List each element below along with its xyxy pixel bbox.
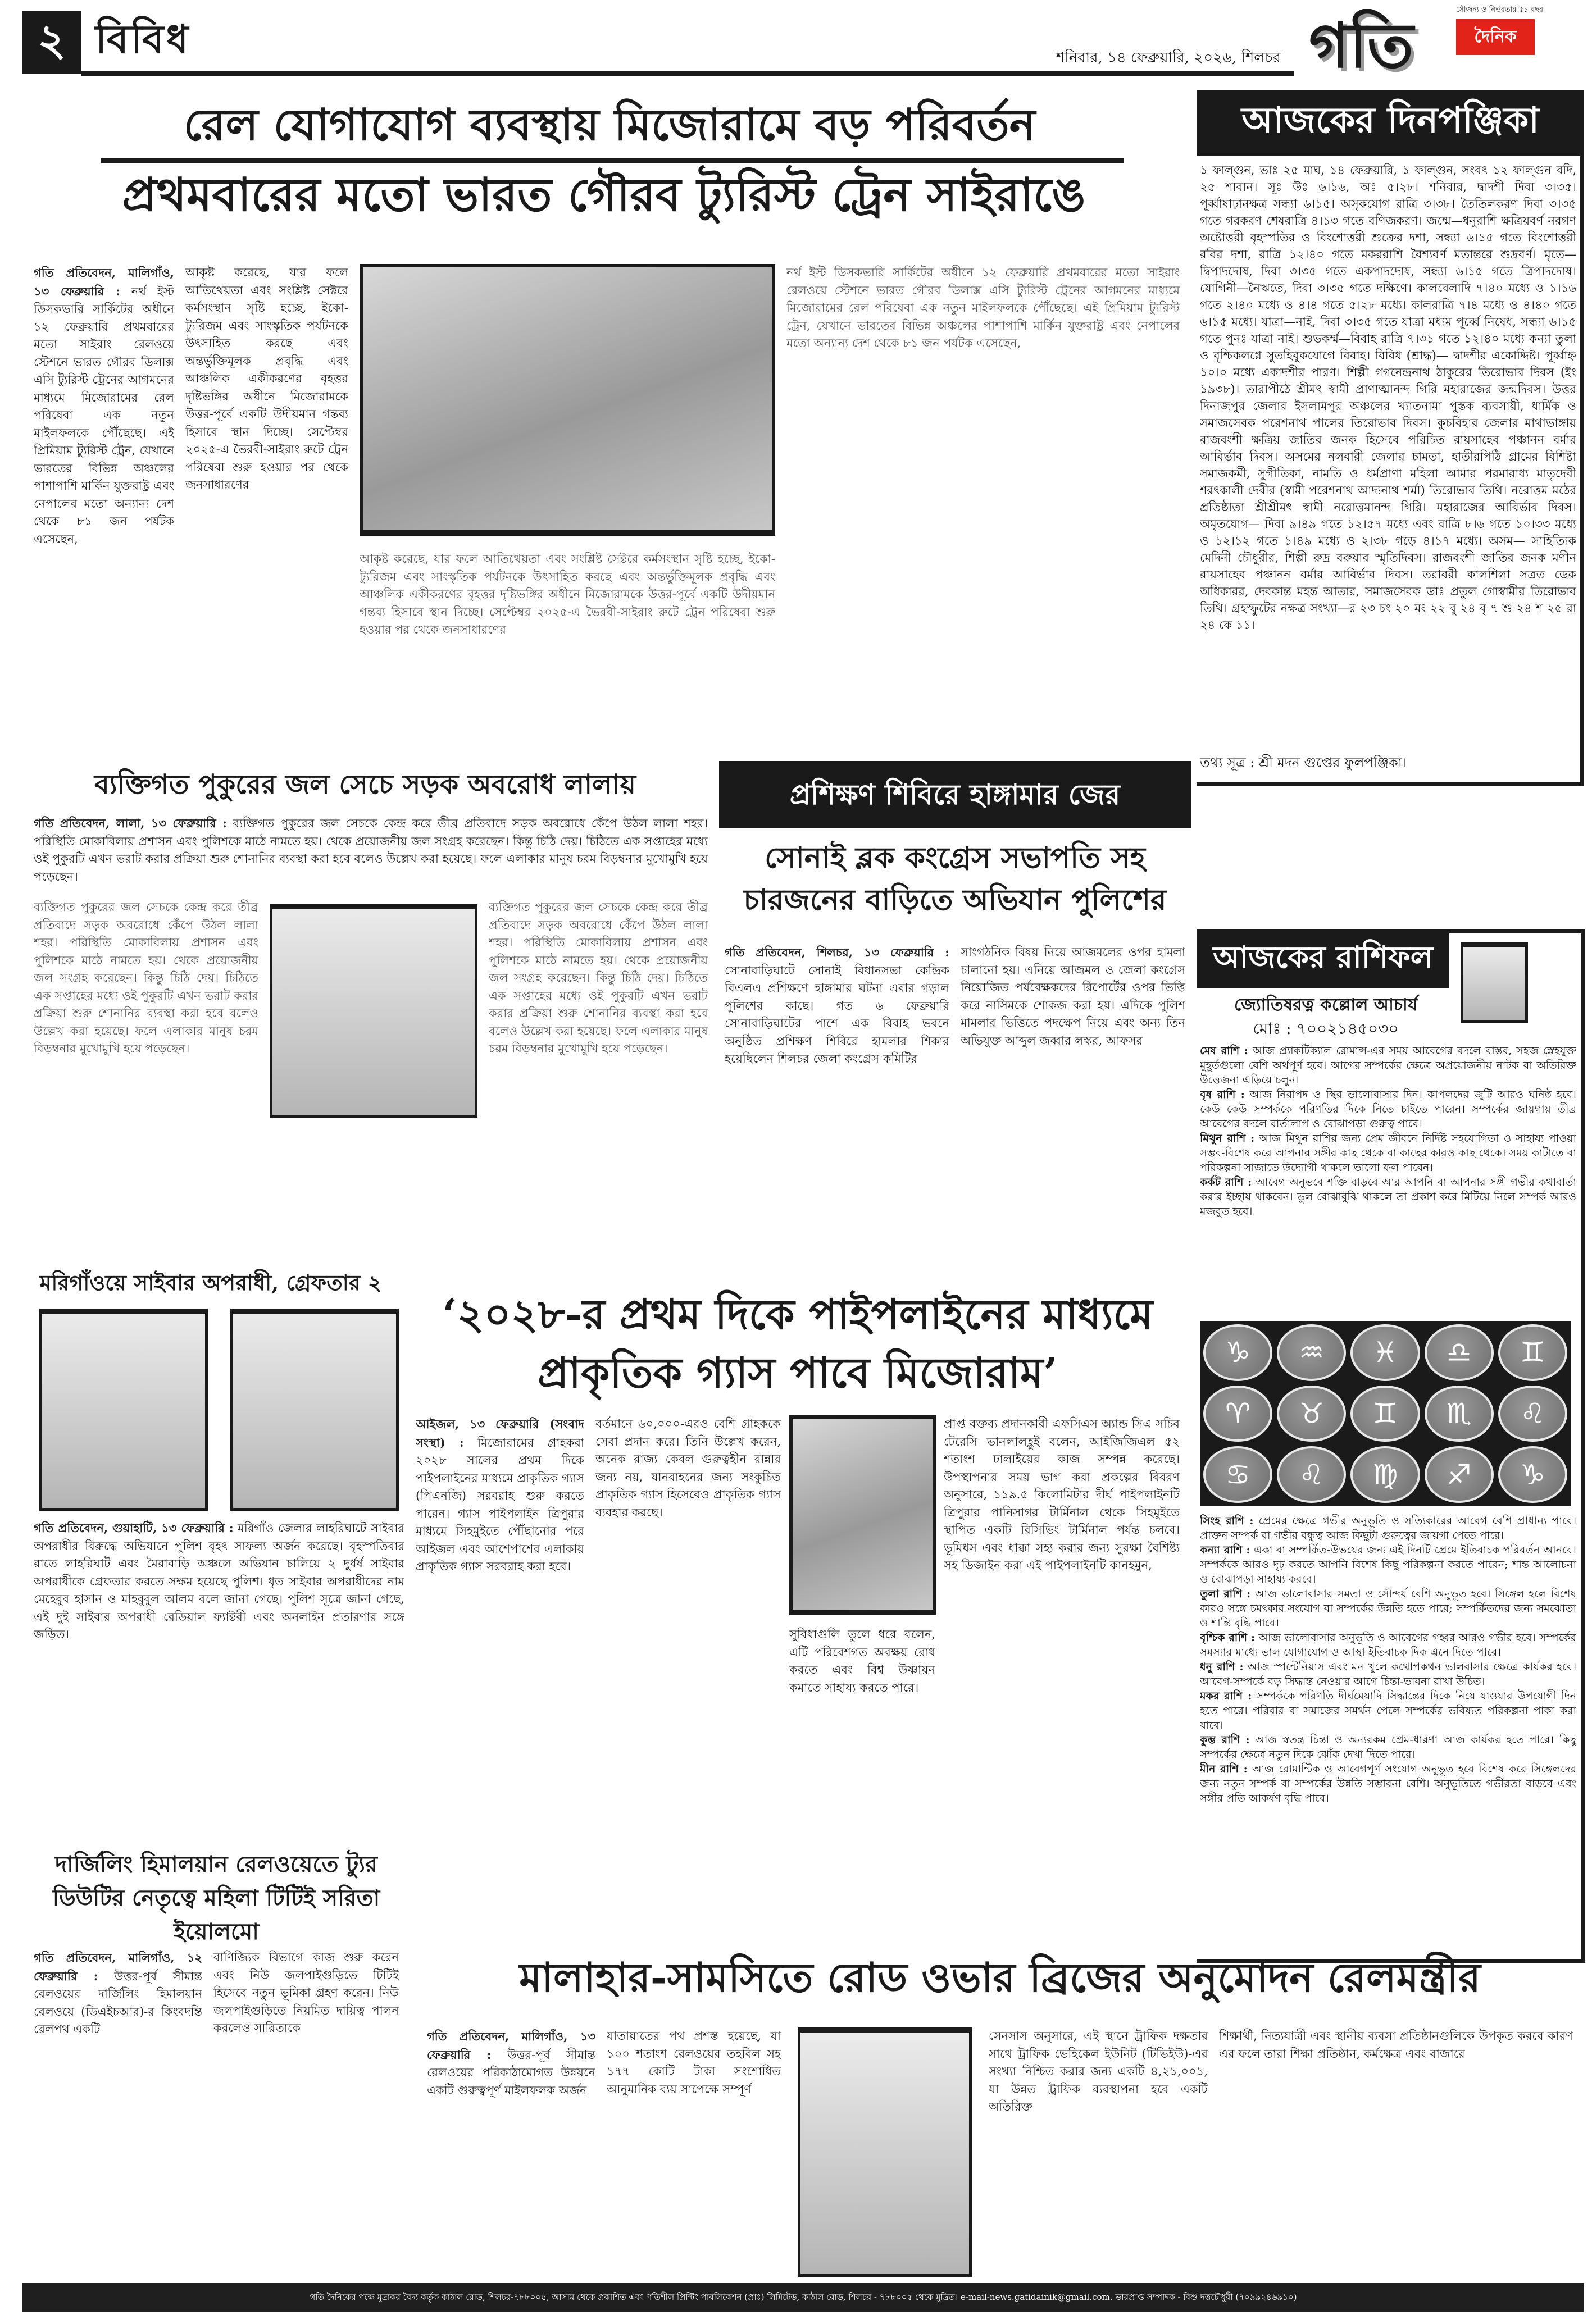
pond-photo [270, 904, 477, 1118]
sonai-headline: সোনাই ব্লক কংগ্রেস সভাপতি সহ চারজনের বাড়িতে অভিযান পুলিশের [743, 841, 1167, 918]
sonai-byline: গতি প্রতিবেদন, শিলচর, ১৩ ফেব্রুয়ারি : [725, 945, 949, 959]
rashi-pisces: মীন রাশি : আজ রোমান্টিক ও আবেগপূর্ণ সংযোগ অনুভূত হবে বিশেষ করে সিঙ্গেলদের জন্য নতুন সম্পর্ক বা সম্পর্কের উন্নতি সম্ভাবনা বেশি। অনুভূতিতে গভীরতা বাড়বে এবং সঙ্গীর প্রতি আকর্ষণ বৃদ্ধি পাবে। [1200, 1763, 1576, 1804]
lead-byline: গতি প্রতিবেদন, মালিগাঁও, ১৩ ফেব্রুয়ারি : [34, 266, 174, 298]
sagittarius-icon: ♐ [1425, 1446, 1494, 1503]
bridge-column-3: সেনসাস অনুসারে, এই স্থানে ট্রাফিক দক্ষতার সাথে ট্রাফিক ভেহিকেল ইউনিট (টিভিইউ)-এর সংখ্যা নিশ্চিত করার জন্য একটি ৪,২১,০০১, যা উন্নত ট্রাফিক ব্যবস্থাপনা হবে একটি অতিরিক্ত [989, 2029, 1208, 2113]
pond-text: ব্যক্তিগত পুকুরের জল সেচকে কেন্দ্র করে তীব্র প্রতিবাদে সড়ক অবরোধে কেঁপে উঠল লালা শহর। পরিস্থিতি মোকাবিলায় প্রশাসন এবং পুলিশকে মাঠে নামতে হয়। থেকে প্রয়োজনীয় জল সংগ্রহ করেছেন। কিন্তু চিঠি দেয়। চিঠিতে এক সপ্তাহের মধ্যে ওই পুকুরটি এখন ভরাট করার প্রক্রিয়া শুরু শোনানির ব্যবস্থা করা হবে বলেও উল্লেখ করা হয়েছে। ফলে এলাকার মানুষ চরম বিড়ম্বনার মুখোমুখি হয়ে পড়েছেন। [34, 817, 708, 883]
aquarius-icon: ♒ [1277, 1324, 1346, 1381]
astrologer-photo [1461, 942, 1528, 1023]
rashi-capricorn: মকর রাশি : সম্পর্ককে পরিণতি দীর্ঘমেয়াদি সিদ্ধান্তের দিকে নিয়ে যাওয়ার উপযোগী দিন হতে পারে। পরিবার বা সমাজের সমর্থন পেলে সম্পর্কের ভবিষ্যত পরিকল্পনা পাকা করা যাবে। [1200, 1690, 1576, 1731]
logo-wordmark: গতি [1309, 9, 1414, 81]
gemini-icon: ♊ [1498, 1324, 1567, 1381]
bridge-text-1: উত্তর-পূর্ব সীমান্ত রেলওয়ের পরিকাঠামোগত উন্নয়নে একটি গুরুত্বপূর্ণ মাইলফলক অর্জন [427, 2048, 595, 2097]
lead-column-4: নর্থ ইস্ট ডিসকভারি সার্কিটের অধীনে ১২ ফেব্রুয়ারি প্রথমবারের মতো সাইরাং রেলওয়ে স্টেশনে ভারত গৌরব ডিলাক্স এসি ট্যুরিস্ট ট্রেনের আগমনের মাধ্যমে মিজোরামের রেল পরিষেবা এক নতুন মাইলফলকে পৌঁছেছে। এই প্রিমিয়াম ট্যুরিস্ট ট্রেন, যেখানে ভারতের বিভিন্ন অঞ্চলের পাশাপাশি মার্কিন যুক্তরাষ্ট্র এবং নেপালের মতো অন্যান্য দেশ থেকে ৮১ জন পর্যটক এসেছেন, [786, 266, 1180, 350]
bridge-column-4: শিক্ষার্থী, নিত্যযাত্রী এবং স্থানীয় ব্যবসা প্রতিষ্ঠানগুলিকে উপকৃত করবে কারণ এর ফলে তারা শিক্ষা প্রতিষ্ঠান, কর্মক্ষেত্র এবং বাজারে [1219, 2029, 1573, 2061]
virgo-icon: ♍ [1350, 1446, 1420, 1503]
newspaper-logo[interactable] [1309, 6, 1584, 84]
capricorn-icon: ♑ [1498, 1446, 1567, 1503]
pipeline-column-1 [416, 1415, 584, 1946]
logo-tagline: সৌজন্য ও নির্ভরতার ৫১ বছর [1456, 6, 1543, 14]
capricorn-icon: ♑ [1203, 1324, 1272, 1381]
leo-icon: ♌ [1498, 1386, 1567, 1442]
darjeeling-column-1 [34, 1949, 202, 2267]
pond-lead [34, 814, 708, 885]
leo-icon: ♌ [1277, 1446, 1346, 1503]
pipeline-column-2: বর্তমানে ৬০,০০০-এরও বেশি গ্রাহককে সেবা প্রদান করে। তিনি উল্লেখ করেন, অনেক রাজ্য কেবল গুরুত্বহীন রান্নার জন্য নয়, যানবাহনের জন্য সংকুচিত প্রাকৃতিক গ্যাস হিসেবেও প্রাকৃতিক গ্যাস ব্যবহার করছে। [595, 1417, 781, 1519]
cyber-headline: মরিগাঁওয়ে সাইবার অপরাধী, গ্রেফতার ২ [17, 1270, 404, 1295]
pipeline-column-3: সুবিধাগুলি তুলে ধরে বলেন, এটি পরিবেশগত অবক্ষয় রোধ করতে এবং বিশ্ব উষ্ণায়ন কমাতে সাহায্য করতে পারে। [789, 1628, 935, 1694]
lead-headline: প্রথমবারের মতো ভারত গৌরব ট্যুরিস্ট ট্রেন সাইরাঙে [22, 168, 1185, 221]
cyber-text [34, 1519, 404, 1838]
rashi-cancer: কর্কট রাশি : আবেগ অনুভবে শক্তি বাড়বে আর আপনি বা আপনার সঙ্গী গভীর কথাবার্তা করার ইচ্ছায় থাকবেন। ভুল বোঝাবুঝি থাকলে তা প্রকাশ করে মিটিয়ে নিলে সম্পর্ক আরও মজবুত হবে। [1200, 1176, 1576, 1218]
section-title: বিবিধ [95, 16, 191, 62]
libra-icon: ♎ [1425, 1324, 1494, 1381]
rashifal-list-bottom [1200, 1514, 1576, 1952]
bridge-column-2: যাতায়াতের পথ প্রশস্ত হয়েছে, যা ১০০ শতাংশ রেলওয়ের তহবিল সহ ১৭৭ কোটি টাকা সংশোধিত আনুমানিক ব্যয় সাপেক্ষে সম্পূর্ণ [607, 2029, 781, 2096]
rashi-leo: সিংহ রাশি : প্রেমের ক্ষেত্রে গভীর অনুভূতি ও সত্যিকারের আবেগ বেশি প্রাধান্য পাবে। প্রাক্তন সম্পর্ক বা গভীর বন্ধুত্ব আজ কিছুটা গুরুত্বের জায়গা পেতে পারে। [1200, 1515, 1576, 1542]
darjeeling-text-1: উত্তর-পূর্ব সীমান্ত রেলওয়ের দার্জিলিং হিমালয়ান রেলওয়ে (ডিএইচআর)-র কিংবদন্তি রেলপথ একটি [34, 1969, 202, 2036]
imprint-footer: গতি দৈনিকের পক্ষে মুদ্রাকর বৈদ্য কর্তৃক কাঠাল রোড, শিলচর-৭৮৮০০৫, আসাম থেকে প্রকাশিত এবং গতিশীল প্রিন্টিং পাবলিকেশন (প্রাঃ) লিমিটেড, কাঠাল রোড, শিলচর - ৭৮৮০০৫ থেকে মুদ্রিত। e-mail-news.gatidainik@gmail.com. ভারপ্রাপ্ত সম্পাদক - বিশু দত্তচৌধুরী (৭০৯৯২৪৬৯১০) [22, 2283, 1584, 2312]
lead-column-3: আকৃষ্ট করেছে, যার ফলে আতিথেয়তা এবং সংশ্লিষ্ট সেক্টরে কর্মসংস্থান সৃষ্টি হচ্ছে, ইকো-ট্যুরিজম এবং সাংস্কৃতিক পর্যটনকে উৎসাহিত করছে এবং অন্তর্ভুক্তিমূলক প্রবৃদ্ধি এবং আঞ্চলিক একীকরণের বৃহত্তর দৃষ্টিভঙ্গির অধীনে মিজোরামকে উত্তর-পূর্বে একটি উদীয়মান গন্তব্য হিসাবে স্থান দিচ্ছে। সেপ্টেম্বর ২০২৫-এ ভৈরবী-সাইরাং রুটে ট্রেন পরিষেবা শুরু হওয়ার পর থেকে জনসাধারণের [360, 552, 775, 636]
sonai-column-2: সাংগঠনিক বিষয় নিয়ে আজমলের ওপর হামলা চালানো হয়। এনিয়ে আজমল ও জেলা কংগ্রেস নিয়োজিত পর্যবেক্ষকদের রিপোর্টের ওপর ভিত্তি করে নাসিমকে শোকজ করা হয়। এদিকে পুলিশ মামলার ভিত্তিতে পদক্ষেপ নিয়ে এবং অন্য তিন অভিযুক্ত আব্দুল জব্বার লস্কর, আফসর [961, 945, 1185, 1047]
masthead-rule [81, 71, 1294, 76]
camp-banner: প্রশিক্ষণ শিবিরে হাঙ্গামার জের [719, 761, 1191, 828]
rashi-taurus: বৃষ রাশি : আজ নিরাপদ ও স্থির ভালোবাসার দিন। কাপলদের জুটি আরও ঘনিষ্ঠ হবে। কেউ কেউ সম্পর্ককে পরিণতির দিকে নিতে চাইতে পারেন। সম্পর্কের জায়গায় তীব্র আবেগের বদলে বার্তালাপ ও বোঝাপড়া গুরুত্ব পাবে। [1200, 1088, 1576, 1130]
logo-badge: দৈনিক [1456, 19, 1535, 55]
pipeline-column-4: প্রাপ্ত বক্তব্য প্রদানকারী এফসিএস অ্যান্ড সিএ সচিব টেরেসি ভানলালহ্লুই বলেন, আইজিজিএল ৫২ শতাংশ ঢালাইয়ের কাজ সম্পন্ন করেছে। উপস্থাপনার সময় ভাগ করা প্রকল্পের বিবরণ অনুসারে, ১১৯.৫ কিলোমিটার দীর্ঘ পাইপলাইনটি ত্রিপুরার পানিসাগর টার্মিনাল থেকে সিহমুইতে স্থাপিত একটি রিসিভিং টার্মিনাল পর্যন্ত চলবে। ভূমিধস এবং ধাক্কা সহ্য করার জন্য সুরক্ষা বৈশিষ্ট্য সহ ডিজাইন করা এই পাইপলাইনটি কানহমুন, [944, 1417, 1180, 1572]
secretary-photo [789, 1415, 936, 1615]
panjika-title: আজকের দিনপঞ্জিকা [1197, 90, 1584, 156]
astrologer-phone: মোঃ : ৭০০২১৪৫০৩০ [1253, 1019, 1399, 1038]
rashifal-list-top [1200, 1043, 1576, 1316]
rashifal-title: আজকের রাশিফল [1197, 929, 1449, 988]
cancer-icon: ♋ [1203, 1446, 1272, 1503]
lead-column-2: আকৃষ্ট করেছে, যার ফলে আতিথেয়তা এবং সংশ্লিষ্ট সেক্টরে কর্মসংস্থান সৃষ্টি হচ্ছে, ইকো-ট্যুরিজম এবং সাংস্কৃতিক পর্যটনকে উৎসাহিত করছে এবং অন্তর্ভুক্তিমূলক প্রবৃদ্ধি এবং আঞ্চলিক একীকরণের বৃহত্তর দৃষ্টিভঙ্গির অধীনে মিজোরামকে উত্তর-পূর্বে একটি উদীয়মান গন্তব্য হিসাবে স্থান দিচ্ছে। সেপ্টেম্বর ২০২৫-এ ভৈরবী-সাইরাং রুটে ট্রেন পরিষেবা শুরু হওয়ার পর থেকে জনসাধারণের [185, 266, 348, 491]
tourist-train-photo [360, 264, 775, 536]
rashi-scorpio: বৃশ্চিক রাশি : আজ ভালোবাসার অনুভূতি ও আবেগের গহ্বর আরও গভীর হবে। সম্পর্কের সমস্যার মাধ্যে ভাল যোগাযোগ ও আস্থা ইতিবাচক দিক এনে দিতে পারে। [1200, 1632, 1576, 1658]
cyber-byline: গতি প্রতিবেদন, গুয়াহাটি, ১৩ ফেব্রুয়ারি : [34, 1521, 234, 1535]
darjeeling-column-2: বাণিজ্যিক বিভাগে কাজ শুরু করেন এবং নিউ জলপাইগুড়িতে টিটিই হিসেবে নতুন ভূমিকা গ্রহণ করেন। নিউ জলপাইগুড়িতে নিয়মিত দায়িত্ব পালন করলেও সারিতাকে [213, 1951, 399, 2035]
zodiac-grid [1200, 1321, 1571, 1506]
bridge-headline: মালাহার-সামসিতে রোড ওভার ব্রিজের অনুমোদন রেলমন্ত্রীর [416, 1954, 1584, 2001]
panjika-text: ১ ফাল্গুন, ভাঃ ২৫ মাঘ, ১৪ ফেব্রুয়ারি, ১ ফাল্গুন, সংবৎ ১২ ফাল্গুন বদি, ২৫ শাবান। সূঃ উঃ ৬।১৬, অঃ ৫।২৮। শনিবার, দ্বাদশী দিবা ৩।৩৫। পূর্ব্বাষাঢ়ানক্ষত্র সন্ধ্যা ৬।১৫। অসৃকযোগ রাত্রি ৩।৩৮। তৈতিলকরণ দিবা ৩।৩৫ গতে গরকরণ শেষরাত্রি ৪।১৩ গতে বণিজকরণ। জন্মে—ধনুরাশি ক্ষত্রিয়বর্ণ নরগণ অষ্টোত্তরী বৃহস্পতির ও বিংশোত্তরী শুক্রের দশা, সন্ধ্যা ৬।১৫ গতে বিংশোত্তরী রবির দশা, রাত্রি ১২।৪০ গতে মকররাশি বৈশ্যবর্ণ মতান্তরে শুদ্রবর্ণ। মৃতে—দ্বিপাদদোষ, দিবা ৩।৩৫ গতে একপাদদোষ, সন্ধ্যা ৬।১৫ গতে ত্রিপাদদোষ। যোগিনী—নৈঋতে, দিবা ৩।৩৫ গতে দক্ষিণে। কালবেলাদি ৭।৪০ মধ্যে ও ১।১৬ গতে ২।৪০ মধ্যে ও ৪।৪ গতে ৫।২৮ মধ্যে। কালরাত্রি ৭।৪ মধ্যে ও ৪।৪০ গতে ৬।১৫ মধ্যে। যাত্রা—নাই, দিবা ৩।৩৫ গতে যাত্রা মধ্যম পূর্ব্বে নিষেধ, সন্ধ্যা ৬।১৫ গতে পুনঃ যাত্রা নাই। শুভকর্ম্ম—বিবাহ রাত্রি ৭।৩১ গতে ১২।৪০ মধ্যে কন্যা তুলা ও বৃশ্চিকলগ্নে সুতহিবুকযোগে বিবাহ। বিবিধ (শ্রাদ্ধ)— দ্বাদশীর একোদ্দিষ্ট। পূর্ব্বাহ্ন ১০।০ মধ্যে একাদশীর পারণ। শিল্পী গগনেন্দ্রনাথ ঠাকুরের তিরোভাব দিবস (ইং ১৯৩৮)। তারাপীঠে শ্রীমৎ স্বামী প্রাণাত্মানন্দ গিরি মহারাজের জন্মদিবস। উত্তর দিনাজপুর জেলার ইসলামপুর অঞ্চলের খ্যাতনামা পুস্তক ব্যবসায়ী, ধার্মিক ও সমাজসেবক পরেশনাথ পালের তিরোভাব দিবস। কুচবিহার জেলার মাথাভাঙ্গায় রাজবংশী ক্ষত্রিয় জাতির জনক হিসেবে পরিচিত রায়সাহেব পঞ্চানন বর্মার আবির্ভাব দিবস। অসমের নলবারী জেলার চামতা, হাতীরপিঠি গ্রামের বিশিষ্টা সমাজকর্মী, সুগীতিকা, নামতি ও ধর্মপ্রাণা মহিলা আমার পরমারাধ্য মাতৃদেবী শরৎকালী দেবীর (স্বামী পরেশনাথ আদ্যনাথ শর্মা) তিরোভাব তিথি। নরোত্তম মঠের প্রতিষ্ঠাতা শ্রীশ্রীমৎ স্বামী নরোত্তমানন্দ গিরি। মহারাজের আবির্ভাব দিবস। অমৃতযোগ— দিবা ৯।৪৯ গতে ১২।৫৭ মধ্যে এবং রাত্রি ৮।৬ গতে ১০।৩৩ মধ্যে ও ১২।১২ গতে ১।৪৯ মধ্যে ও ২।৩৮ গড়ে ৪।১৭ মধ্যে। অসম— সাহিত্যিক মেদিনী চৌধুরীর, শিল্পী রুদ্র বরুয়ার স্মৃতিদিবস। রাজবংশী জাতির জনক মণীন রায়সাহেব পঞ্চানন বর্মার আবির্ভাব দিবস। তরাবরী কালশিলা সত্রত ডেক অধিকারর, দেবকান্ত মহন্ত আতার, সমাজসেবক ডাঃ প্রতুল গোস্বামীর তিরোভাব তিথি। গ্রহস্ফুটের নক্ষত্র সংখ্যা—র ২৩ চং ২০ মং ২২ বু ২৪ বৃ ৭ শু ২৪ শ ২৫ রা ২৪ কে ১১। [1200, 163, 1576, 632]
rashi-aquarius: কুম্ভ রাশি : আজ স্বতন্ত্র চিন্তা ও অন্যরকম প্রেম-ধারণা আজ কার্যকর হতে পারে। কিছু সম্পর্কের ক্ষেত্রে নতুন দিকে ঝোঁক দেখা দিতে পারে। [1200, 1734, 1576, 1761]
pond-column-1: ব্যক্তিগত পুকুরের জল সেচকে কেন্দ্র করে তীব্র প্রতিবাদে সড়ক অবরোধে কেঁপে উঠল লালা শহর। পরিস্থিতি মোকাবিলায় প্রশাসন এবং পুলিশকে মাঠে নামতে হয়। থেকে প্রয়োজনীয় জল সংগ্রহ করেছেন। কিন্তু চিঠি দেয়। চিঠিতে এক সপ্তাহের মধ্যে ওই পুকুরটি এখন ভরাট করার প্রক্রিয়া শুরু শোনানির ব্যবস্থা করা হবে বলেও উল্লেখ করা হয়েছে। ফলে এলাকার মানুষ চরম বিড়ম্বনার মুখোমুখি হয়ে পড়েছেন। [34, 900, 258, 1055]
rashi-libra: তুলা রাশি : আজ ভালোবাসার সমতা ও সৌন্দর্য বেশি অনুভূত হবে। সিঙ্গেল হলে বিশেষ কারও সঙ্গে চমৎকার সংযোগ বা সম্পর্কের উন্নতি হতে পারে; সম্পর্কিতদের জন্য সমঝোতা ও শান্তি বৃদ্ধি পাবে। [1200, 1588, 1576, 1629]
astrologer-name: জ্যোতিষরত্ন কল্লোল আচার্য [1234, 995, 1418, 1015]
lead-column-1 [34, 264, 174, 758]
darjeeling-byline: গতি প্রতিবেদন, মালিগাঁও, ১২ ফেব্রুয়ারি : [34, 1951, 202, 1983]
scorpio-icon: ♏ [1425, 1386, 1494, 1442]
lead-kicker: রেল যোগাযোগ ব্যবস্থায় মিজোরামে বড় পরিবর্তন [183, 99, 1036, 151]
darjeeling-headline: দার্জিলিং হিমালয়ান রেলওয়েতে ট্যুর ডিউটির নেতৃত্বে মহিলা টিটিই সরিতা ইয়োলমো [52, 1851, 380, 1945]
pond-byline: গতি প্রতিবেদন, লালা, ১৩ ফেব্রুয়ারি : [34, 816, 227, 830]
page-number: ২ [22, 11, 81, 74]
taurus-icon: ♉ [1277, 1386, 1346, 1442]
dateline: শনিবার, ১৪ ফেব্রুয়ারি, ২০২৬, শিলচর [1056, 49, 1281, 66]
pisces-icon: ♓ [1350, 1324, 1420, 1381]
gemini-icon: ♊ [1350, 1386, 1420, 1442]
rashi-virgo: কন্যা রাশি : একা বা সম্পর্কিত-উভয়ের জন্য এই দিনটি প্রেমে ইতিবাচক পরিবর্তন আনবে। সম্পর্ককে আরও দৃঢ় করতে আপনি বিশেষ কিছু পরিকল্পনা করতে পারেন; শান্ত আলোচনা ও বোঝাপড়া সাহায্য করবে। [1200, 1544, 1576, 1585]
pipeline-text-1: মিজোরামের গ্রাহকরা ২০২৮ সালের প্রথম দিকে পাইপলাইনের মাধ্যমে প্রাকৃতিক গ্যাস (পিএনজি) সরবরাহ শুরু করতে পারেন। গ্যাস পাইপলাইন ত্রিপুরার মাধ্যমে সিহমুইতে পৌঁছানোর পরে আইজল এবং আশেপাশের এলাকায় প্রাকৃতিক গ্যাস সরবরাহ করা হবে। [416, 1436, 584, 1573]
aries-icon: ♈ [1203, 1386, 1272, 1442]
pond-column-3: ব্যক্তিগত পুকুরের জল সেচকে কেন্দ্র করে তীব্র প্রতিবাদে সড়ক অবরোধে কেঁপে উঠল লালা শহর। পরিস্থিতি মোকাবিলায় প্রশাসন এবং পুলিশকে মাঠে নামতে হয়। থেকে প্রয়োজনীয় জল সংগ্রহ করেছেন। কিন্তু চিঠি দেয়। চিঠিতে এক সপ্তাহের মধ্যে ওই পুকুরটি এখন ভরাট করার প্রক্রিয়া শুরু শোনানির ব্যবস্থা করা হবে বলেও উল্লেখ করা হয়েছে। ফলে এলাকার মানুষ চরম বিড়ম্বনার মুখোমুখি হয়ে পড়েছেন। [489, 900, 708, 1055]
sonai-text-1: সোনাবাড়িঘাটে সোনাই বিধানসভা কেন্দ্রিক বিএলএ প্রশিক্ষণে হাঙ্গামার ঘটনা এবার গড়াল পুলিশের কাছে। গত ৬ ফেব্রুয়ারি সোনাবাড়িঘাটের পাশে এক বিবাহ ভবনে অনুষ্ঠিত প্রশিক্ষণ শিবিরে হামলার শিকার হয়েছিলেন শিলচর জেলা কংগ্রেস কমিটির [725, 963, 949, 1065]
accused-photo-1 [39, 1309, 208, 1511]
bridge-byline: গতি প্রতিবেদন, মালিগাঁও, ১৩ ফেব্রুয়ারি : [427, 2029, 595, 2062]
lead-text-1: নর্থ ইস্ট ডিসকভারি সার্কিটের অধীনে ১২ ফেব্রুয়ারি প্রথমবারের মতো সাইরাং রেলওয়ে স্টেশনে ভারত গৌরব ডিলাক্স এসি ট্যুরিস্ট ট্রেনের আগমনের মাধ্যমে মিজোরামের রেল পরিষেবা এক নতুন মাইলফলকে পৌঁছেছে। এই প্রিমিয়াম ট্যুরিস্ট ট্রেন, যেখানে ভারতের বিভিন্ন অঞ্চলের পাশাপাশি মার্কিন যুক্তরাষ্ট্র এবং নেপালের মতো অন্যান্য দেশ থেকে ৮১ জন পর্যটক এসেছেন, [34, 284, 174, 546]
rashi-sagittarius: ধনু রাশি : আজ স্পন্টেনিয়াস এবং মন খুলে কথোপকথন ভালবাসার ক্ষেত্রে কার্যকর হবে। আবেগ-সম্পর্কে বড় সিদ্ধান্ত নেওয়ার আগে চিন্তা-ভাবনা রাখা উচিত। [1200, 1661, 1576, 1688]
rashi-gemini: মিথুন রাশি : আজ মিথুন রাশির জন্য প্রেম জীবনে নির্দিষ্ট সহযোগিতা ও সাহায্য পাওয়া সম্ভব-বিশেষ করে আপনার সঙ্গীর কাছ থেকে বা কাছের কারও কাছ থেকে। সময় কাটাতে বা পরিকল্পনা সাজাতে উদ্যোগী থাকলে ভালো ফল পাবেন। [1200, 1132, 1576, 1174]
pipeline-byline: আইজল, ১৩ ফেব্রুয়ারি (সংবাদ সংস্থা) : [416, 1417, 584, 1450]
bridge-column-1 [427, 2027, 595, 2275]
rashi-aries: মেষ রাশি : আজ প্র্যাকটিক্যাল রোমান্স-এর সময় আবেগের বদলে বাস্তব, সহজ স্নেহযুক্ত মুহূর্তগুলো বেশি অর্থপূর্ণ হবে। আগের সম্পর্কের ক্ষেত্রে অপ্রয়োজনীয় নাটক বা অতিরিক্ত উত্তেজনা এড়িয়ে চলুন। [1200, 1045, 1576, 1086]
sonai-column-1 [725, 944, 949, 1262]
pipeline-headline: ‘২০২৮-র প্রথম দিকে পাইপলাইনের মাধ্যমে প্রাকৃতিক গ্যাস পাবে মিজোরাম’ [442, 1291, 1153, 1397]
pond-headline: ব্যক্তিগত পুকুরের জল সেচে সড়ক অবরোধ লালায় [94, 769, 636, 800]
railway-minister-photo [798, 2027, 972, 2277]
cyber-body: মরিগাঁও জেলার লাহরিঘাটে সাইবার অপরাধীর বিরুদ্ধে অভিযানে পুলিশ বৃহৎ সাফল্য অর্জন করেছে। বৃহস্পতিবার রাতে লাহরিঘাট এবং মৈরাবাড়ি অঞ্চলে অভিযান চালিয়ে ২ দুর্ধর্ষ সাইবার অপরাধীকে গ্রেফতার করতে সক্ষম হয়েছে পুলিশ। ধৃত সাইবার অপরাধীদের নাম মেহেবুব হাসান ও মাহবুবুল আলম বলে জানা গেছে। পুলিশ সূত্রে জানা গেছে, এই দুই সাইবার অপরাধী রেডিয়াল ফ্যাক্টরী এবং অনলাইন প্রতারণার সঙ্গে জড়িত। [34, 1521, 404, 1641]
panjika-source: তথ্য সূত্র : শ্রী মদন গুপ্তের ফুলপঞ্জিকা। [1200, 755, 1407, 771]
accused-photo-2 [230, 1309, 399, 1511]
kicker-rule [101, 158, 1124, 163]
